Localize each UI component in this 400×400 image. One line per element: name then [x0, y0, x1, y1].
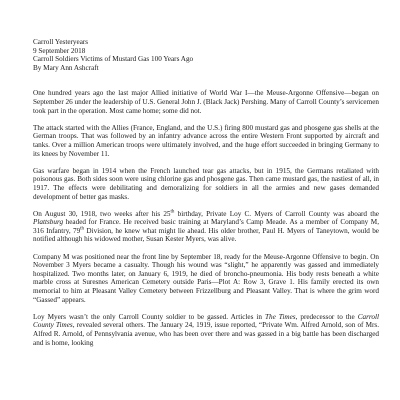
paragraph-4-text: birthday, Private Loy C. Myers of Carroll County was aboard the — [174, 209, 380, 218]
article-date: 9 September 2018 — [33, 46, 86, 55]
byline: By Mary Ann Ashcraft — [33, 63, 99, 72]
ship-name: Plattsburg — [33, 218, 64, 227]
paragraph-6-text: , predecessor to the — [295, 312, 358, 321]
newspaper-name: The Times — [265, 312, 296, 321]
paragraph-4 — [33, 210, 379, 244]
paragraph-4-text: Division, he knew what might lie ahead. His older brother, Paul H. Myers of Taneytown, would be notified although his widowed mother, Susan Kester Myers, was alive. — [33, 226, 379, 244]
paragraph-2: The attack started with the Allies (France, England, and the U.S.) firing 800 mustard gas and phosgene gas shells at the German troops. That was followed by an infantry advance across the entire Western Front supported by aircraft and tanks. Over a million American troops were ultimately involved, and the huge effort succeeded in bringing Germany to its knees by November 11. — [33, 123, 379, 158]
paragraph-6 — [33, 313, 379, 347]
article-title: Carroll Soldiers Victims of Mustard Gas 100 Years Ago — [33, 55, 194, 64]
ordinal-suffix: th — [170, 209, 175, 215]
ordinal-suffix: th — [80, 226, 85, 232]
article-body — [33, 38, 379, 347]
newspaper-name: Carroll County Times — [33, 312, 380, 330]
paragraph-4-text: On August 30, 1918, two weeks after his 25 — [33, 209, 171, 218]
paragraph-1: One hundred years ago the last major Allied initiative of World War I—the Meuse-Argonne Offensive—began on September 26 under the leadership of U.S. General John J. (Black Jack) Pershing. Many of Carroll County’s servicemen took part in the operation. Most came home; some did not. — [33, 89, 379, 115]
paragraph-6-text: Loy Myers wasn’t the only Carroll County soldier to be gassed. Articles in — [33, 312, 265, 321]
column-name: Carroll Yesteryears — [33, 38, 89, 46]
paragraph-3: Gas warfare began in 1914 when the French launched tear gas attacks, but in 1915, the Germans retaliated with poisonous gas. Both sides soon were using chlorine gas and phosgene gas. Then came mustard gas, the nastiest of all, in 1917. The effects were debilitating and demoralizing for soldiers in all the armies and new gases demanded development of better gas masks. — [33, 166, 379, 201]
paragraph-4-text: headed for France. He received basic training at Maryland’s Camp Meade. As a member of Company M, 316 Infantry, 79 — [33, 218, 379, 235]
paragraph-6-text: , revealed several others. The January 24, 1919, issue reported, “Private Wm. Alfred Arnold, son of Mrs. Alfred R. Arnold, of Pennsylvania avenue, who has been over there and was gassed in a big battle has been discharged and is home, looking — [33, 321, 379, 347]
paragraph-5: Company M was positioned near the front line by September 18, ready for the Meuse-Argonne Offensive to begin. On November 3 Myers became a casualty. Though his wound was “slight,” he apparently was gassed and immediately hospitalized. Two months later, on January 6, 1919, he died of broncho-pneumonia. His body rests beneath a white marble cross at Suresnes American Cemetery outside Paris—Plot A: Row 3, Grave 1. His family erected its own memorial to him at Pleasant Valley Cemetery between Frizzellburg and Pleasant Valley. That is where the grim word “Gassed” appears. — [33, 252, 379, 304]
